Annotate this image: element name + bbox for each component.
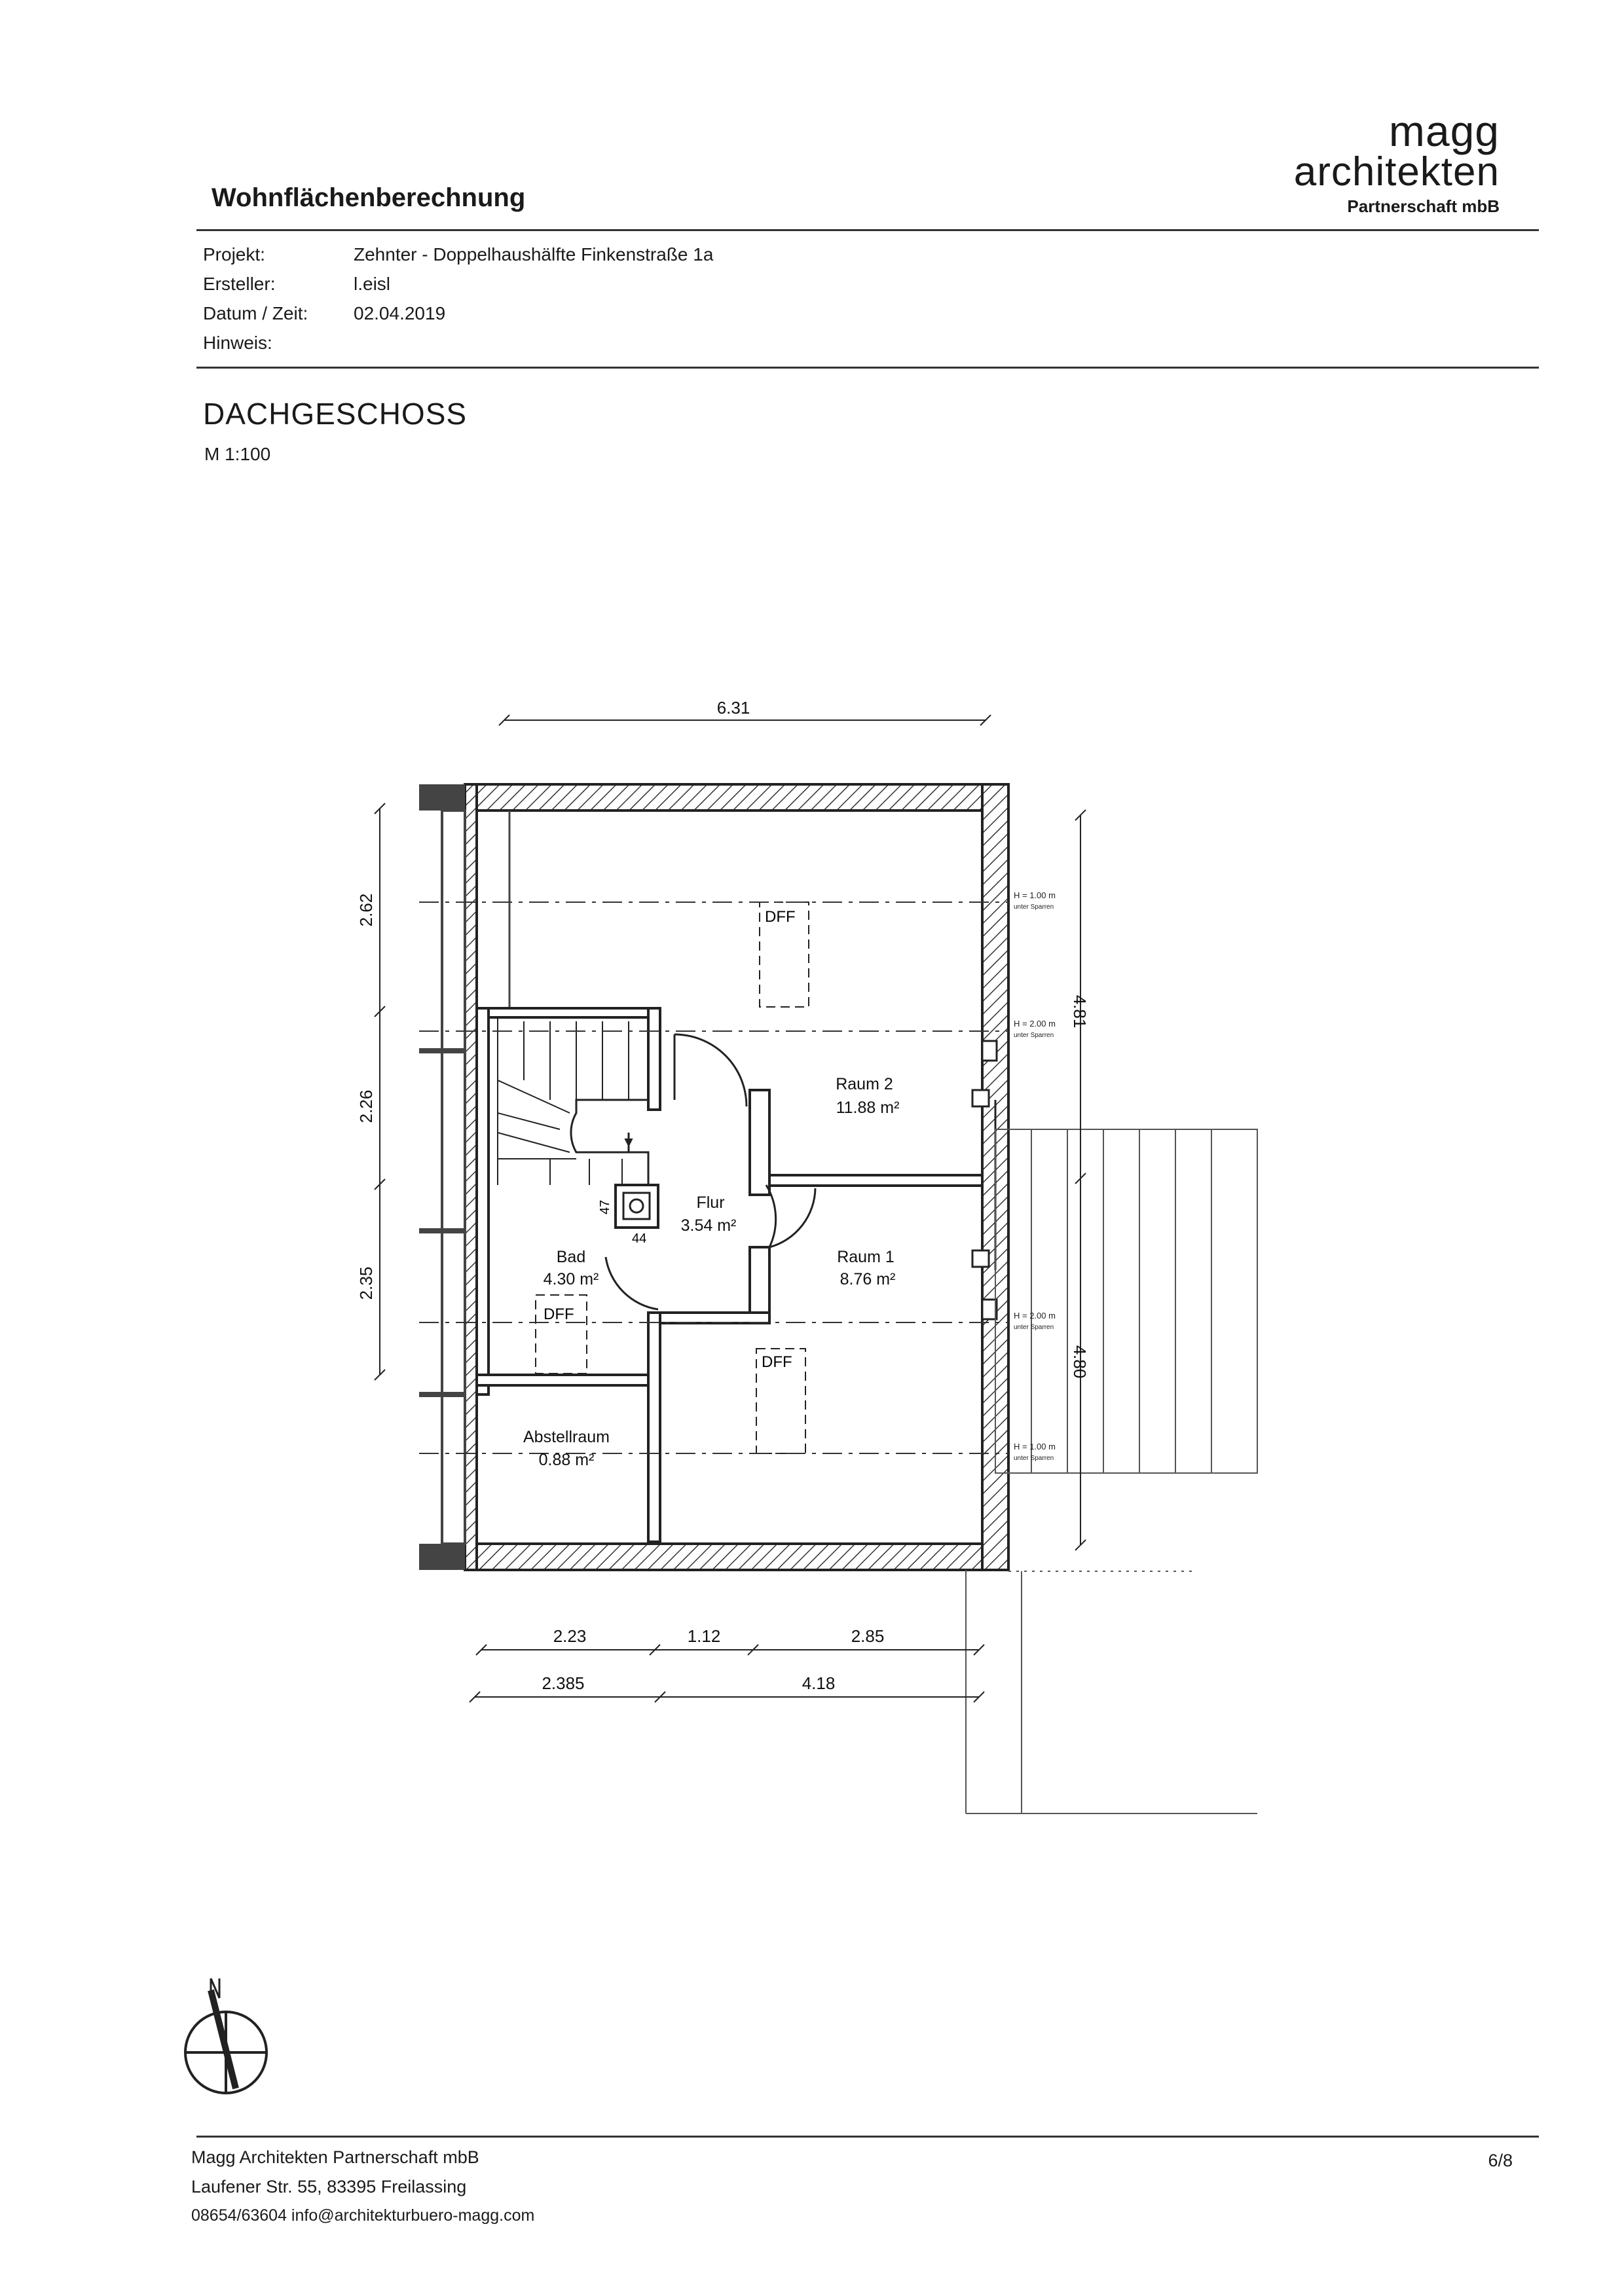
footer-company: Magg Architekten Partnerschaft mbB bbox=[191, 2147, 479, 2167]
door-swings bbox=[606, 1034, 815, 1309]
height-h2-top: H = 2.00 m bbox=[1014, 1019, 1056, 1029]
logo-text-magg: magg bbox=[1388, 107, 1500, 155]
floor-title: DACHGESCHOSS bbox=[203, 397, 468, 431]
footer-rule bbox=[196, 2136, 1539, 2138]
logo-text-architekten: architekten bbox=[1293, 149, 1500, 194]
dim-bottom1-b: 1.12 bbox=[687, 1626, 721, 1646]
dff-label-top: DFF bbox=[765, 908, 796, 926]
dim-bottom2-a: 2.385 bbox=[542, 1673, 585, 1693]
project-value: Zehnter - Doppelhaushälfte Finkenstraße 1a bbox=[354, 244, 714, 264]
dim-bottom1-a: 2.23 bbox=[553, 1626, 587, 1646]
author-label: Ersteller: bbox=[203, 274, 276, 294]
height-sub-4: unter Sparren bbox=[1014, 1455, 1054, 1462]
room-abstell-name: Abstellraum bbox=[523, 1428, 610, 1446]
dim-bottom2-b: 4.18 bbox=[802, 1673, 836, 1693]
dim-bottom1-c: 2.85 bbox=[851, 1626, 885, 1646]
room-flur-area: 3.54 m² bbox=[680, 1216, 737, 1235]
room-raum2-area: 11.88 m² bbox=[836, 1099, 900, 1117]
dim-right-2: 4.80 bbox=[1070, 1345, 1090, 1379]
dim-47: 47 bbox=[598, 1199, 612, 1214]
project-label: Projekt: bbox=[203, 244, 265, 264]
room-raum1-name: Raum 1 bbox=[837, 1248, 895, 1266]
height-h1-top: H = 1.00 m bbox=[1014, 890, 1056, 900]
date-label: Datum / Zeit: bbox=[203, 303, 308, 323]
dim-right-1: 4.81 bbox=[1070, 994, 1090, 1029]
footer-address: Laufener Str. 55, 83395 Freilassing bbox=[191, 2177, 467, 2196]
dff-label-bad: DFF bbox=[544, 1305, 574, 1323]
author-value: l.eisl bbox=[354, 274, 391, 294]
date-value: 02.04.2019 bbox=[354, 303, 446, 323]
document-title: Wohnflächenberechnung bbox=[212, 183, 526, 212]
height-sub-3: unter Sparren bbox=[1014, 1324, 1054, 1331]
dim-left-1: 2.62 bbox=[356, 893, 376, 927]
staircase bbox=[498, 1018, 648, 1185]
dim-top-width: 6.31 bbox=[716, 698, 750, 718]
dim-44: 44 bbox=[632, 1231, 647, 1246]
height-h1-bottom: H = 1.00 m bbox=[1014, 1442, 1056, 1451]
north-arrow-icon bbox=[185, 1978, 267, 2093]
note-label: Hinweis: bbox=[203, 333, 272, 353]
room-bad-area: 4.30 m² bbox=[543, 1270, 599, 1288]
logo-text-partnerschaft: Partnerschaft mbB bbox=[1347, 196, 1500, 216]
room-flur-name: Flur bbox=[696, 1194, 725, 1212]
scale-label: M 1:100 bbox=[204, 444, 271, 464]
dff-label-bottom: DFF bbox=[762, 1353, 792, 1371]
dim-left-2: 2.26 bbox=[356, 1089, 376, 1123]
page-number: 6/8 bbox=[1488, 2151, 1513, 2170]
height-sub-1: unter Sparren bbox=[1014, 903, 1054, 911]
dim-left-3: 2.35 bbox=[356, 1266, 376, 1300]
height-h2-bottom: H = 2.00 m bbox=[1014, 1311, 1056, 1321]
footer-contact: 08654/63604 info@architekturbuero-magg.com bbox=[191, 2206, 535, 2225]
room-raum2-name: Raum 2 bbox=[836, 1075, 893, 1093]
height-sub-2: unter Sparren bbox=[1014, 1032, 1054, 1039]
room-raum1-area: 8.76 m² bbox=[840, 1270, 896, 1288]
room-abstell-area: 0.88 m² bbox=[538, 1451, 595, 1469]
room-bad-name: Bad bbox=[556, 1248, 586, 1266]
